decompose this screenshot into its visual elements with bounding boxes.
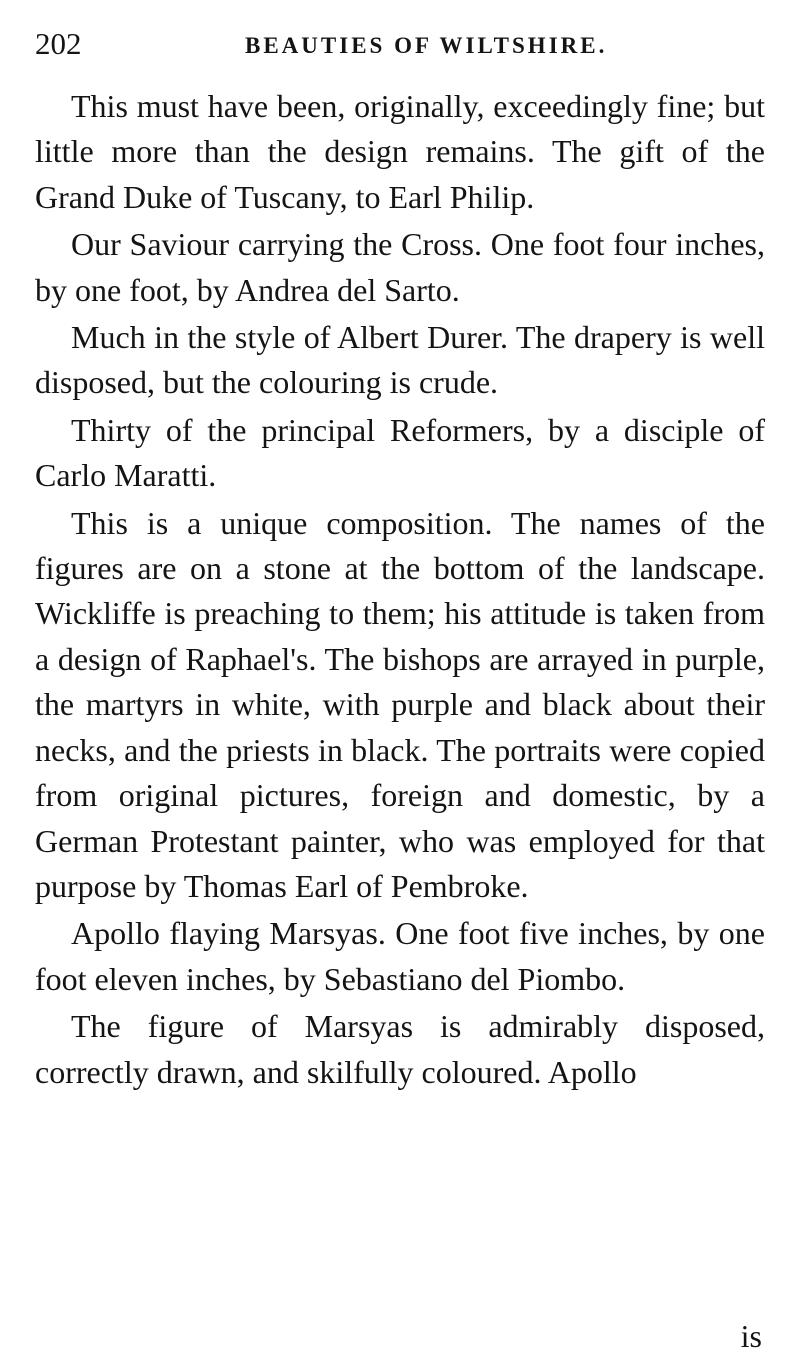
catchword: is — [740, 1318, 762, 1354]
paragraph: The figure of Marsyas is admirably disposed, correctly drawn, and skilfully coloured. Apollo — [35, 1008, 765, 1090]
page-header — [35, 26, 765, 62]
paragraph: Much in the style of Albert Durer. The drapery is well disposed, but the colouring is crude. — [35, 319, 765, 401]
body-text — [35, 84, 765, 1097]
paragraph: Thirty of the principal Reformers, by a disciple of Carlo Maratti. — [35, 411, 765, 494]
page-number: 202 — [35, 26, 82, 61]
paragraph: Apollo flaying Marsyas. One foot five inches, by one foot eleven inches, by Sebastiano del Piombo. — [35, 915, 765, 997]
paragraph: Our Saviour carrying the Cross. One foot four inches, by one foot, by Andrea del Sarto. — [35, 226, 765, 308]
running-head: BEAUTIES OF WILTSHIRE. — [245, 33, 608, 58]
paragraph: This must have been, originally, exceedingly fine; but little more than the design remains. The gift of the Grand Duke of Tuscany, to Earl Philip. — [35, 88, 765, 215]
paragraph: This is a unique composition. The names of the figures are on a stone at the bottom of the landscape. Wickliffe is preaching to them; his attitude is taken from a design of Raphael's. The bishops are arrayed in purple, the martyrs in white, with purple and black about their necks, and the priests in black. The portraits were copied from original pictures, foreign and domestic, by a German Protestant painter, who was employed for that purpose by Thomas Earl of Pembroke. — [35, 504, 765, 904]
